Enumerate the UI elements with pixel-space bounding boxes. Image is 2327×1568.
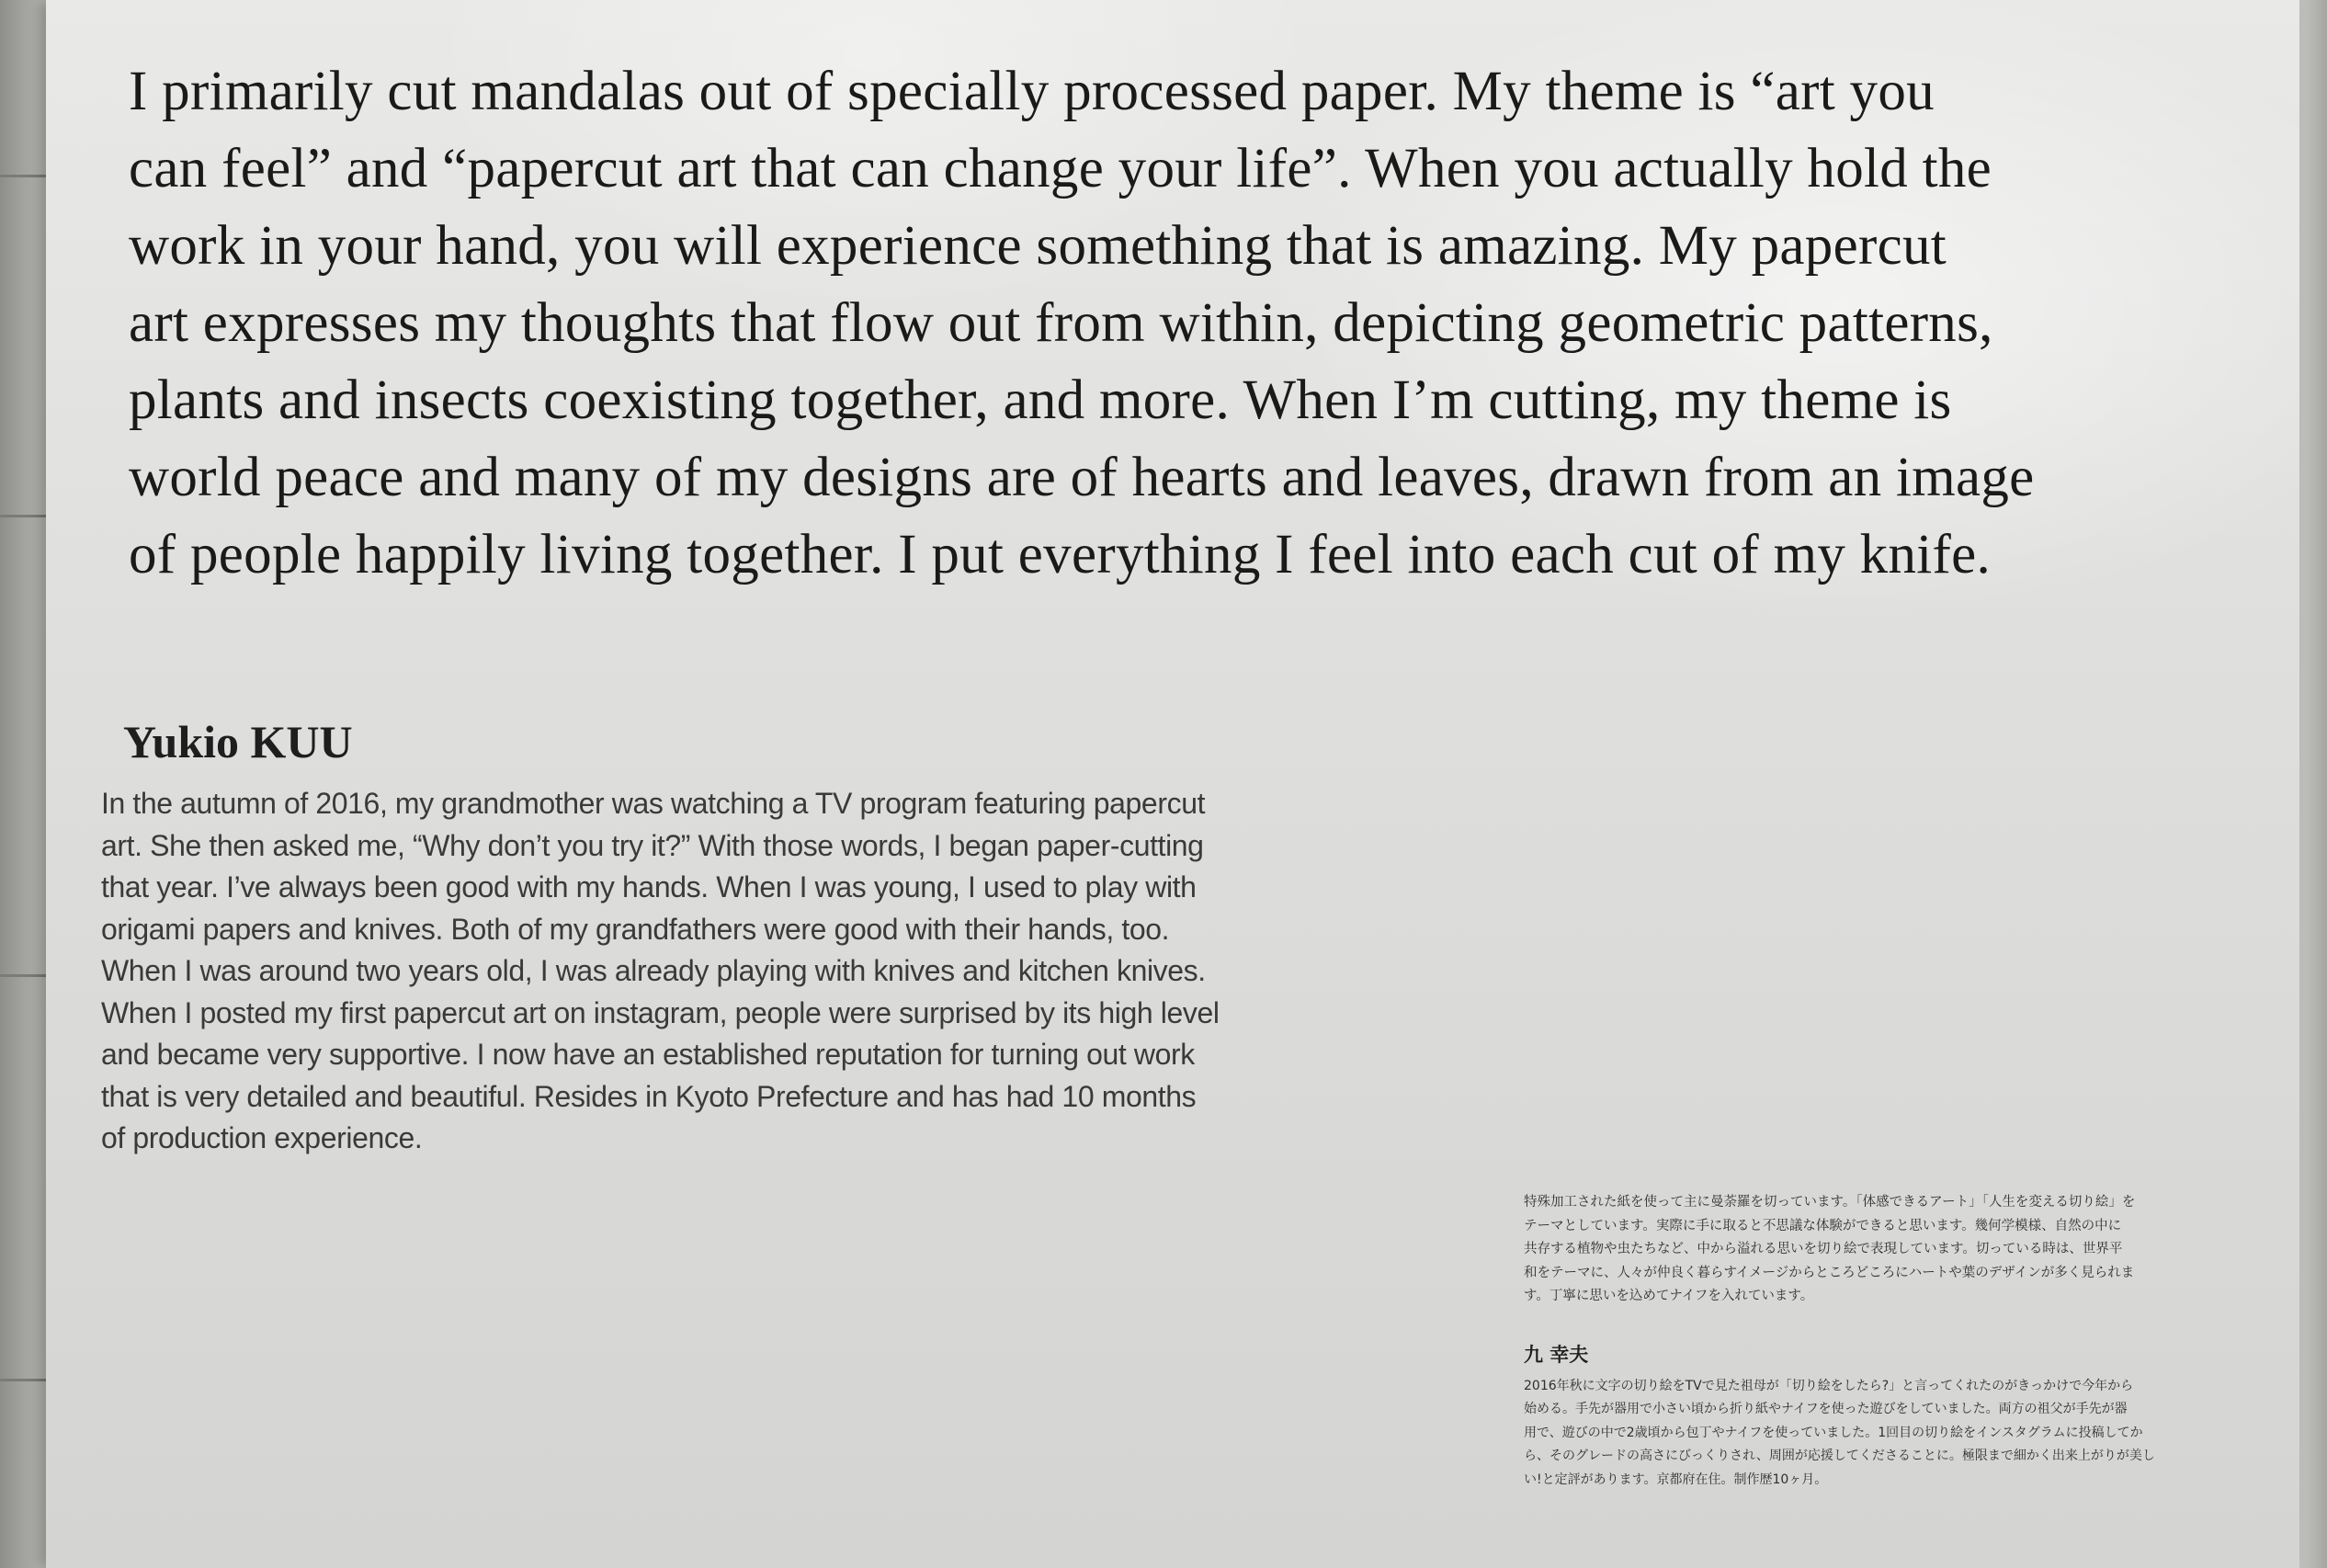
bio-line: that year. I’ve always been good with my hands. When I was young, I used to play with bbox=[101, 870, 1197, 903]
japanese-text-block bbox=[1524, 1191, 2277, 1492]
statement-line-jp: す。丁寧に思いを込めてナイフを入れています。 bbox=[1524, 1289, 1814, 1303]
bio-line-jp: 2016年秋に文字の切り絵をTVで見た祖母が「切り絵をしたら?」と言ってくれたのがきっかけで今年から bbox=[1524, 1378, 2134, 1393]
exhibition-placard bbox=[46, 0, 2299, 1568]
artist-statement-jp bbox=[1524, 1191, 2277, 1309]
statement-line-jp: テーマとしています。実際に手に取ると不思議な体験ができると思います。幾何学模様、自然の中に bbox=[1524, 1218, 2122, 1233]
statement-line-jp: 和をテーマに、人々が仲良く暮らすイメージからところどころにハートや葉のデザインが多く見られま bbox=[1524, 1265, 2135, 1280]
artist-bio-jp bbox=[1524, 1375, 2277, 1493]
bio-line: In the autumn of 2016, my grandmother was watching a TV program featuring papercut bbox=[101, 787, 1206, 820]
artist-name-jp: 九 幸夫 bbox=[1524, 1343, 1589, 1366]
bio-line: When I was around two years old, I was already playing with knives and kitchen knives. bbox=[101, 954, 1206, 987]
statement-line: work in your hand, you will experience something that is amazing. My papercut bbox=[129, 215, 1947, 277]
statement-line-jp: 特殊加工された紙を使って主に曼荼羅を切っています。「体感できるアート」「人生を変える切り絵」を bbox=[1524, 1195, 2136, 1210]
bio-line: and became very supportive. I now have an established reputation for turning out work bbox=[101, 1038, 1195, 1071]
artist-name-en: Yukio KUU bbox=[123, 716, 353, 767]
artist-bio-en bbox=[101, 783, 1388, 1160]
bio-line-jp: 用で、遊びの中で2歳頃から包丁やナイフを使っていました。1回目の切り絵をインスタグラムに投稿してか bbox=[1524, 1425, 2143, 1440]
bio-line: When I posted my first papercut art on instagram, people were surprised by its high level bbox=[101, 995, 1220, 1029]
statement-line: can feel” and “papercut art that can change your life”. When you actually hold the bbox=[129, 138, 1992, 199]
bio-line: of production experience. bbox=[101, 1121, 423, 1154]
statement-line: world peace and many of my designs are of hearts and leaves, drawn from an image bbox=[129, 447, 2035, 508]
bio-line-jp: 始める。手先が器用で小さい頃から折り紙やナイフを使った遊びをしていました。両方の祖父が手先が器 bbox=[1524, 1402, 2128, 1416]
bio-line-jp: ら、そのグレードの高さにびっくりされ、周囲が応援してくださることに。極限まで細かく出来上がりが美し bbox=[1524, 1449, 2155, 1463]
statement-line: art expresses my thoughts that flow out from within, depicting geometric patterns, bbox=[129, 292, 1993, 354]
bio-line: origami papers and knives. Both of my grandfathers were good with their hands, too. bbox=[101, 912, 1170, 946]
bio-line-jp: い!と定評があります。京都府在住。制作歴10ヶ月。 bbox=[1524, 1471, 1828, 1487]
bio-line: art. She then asked me, “Why don’t you try it?” With those words, I began paper-cutting bbox=[101, 828, 1204, 862]
bio-line: that is very detailed and beautiful. Resides in Kyoto Prefecture and has had 10 months bbox=[101, 1079, 1197, 1113]
statement-line: I primarily cut mandalas out of specially processed paper. My theme is “art you bbox=[129, 61, 1935, 122]
statement-line: of people happily living together. I put everything I feel into each cut of my knife. bbox=[129, 524, 1992, 585]
artist-statement-en bbox=[129, 53, 2279, 594]
statement-line: plants and insects coexisting together, and more. When I’m cutting, my theme is bbox=[129, 369, 1952, 431]
statement-line-jp: 共存する植物や虫たちなど、中から溢れる思いを切り絵で表現しています。切っている時は、世界平 bbox=[1524, 1242, 2123, 1256]
